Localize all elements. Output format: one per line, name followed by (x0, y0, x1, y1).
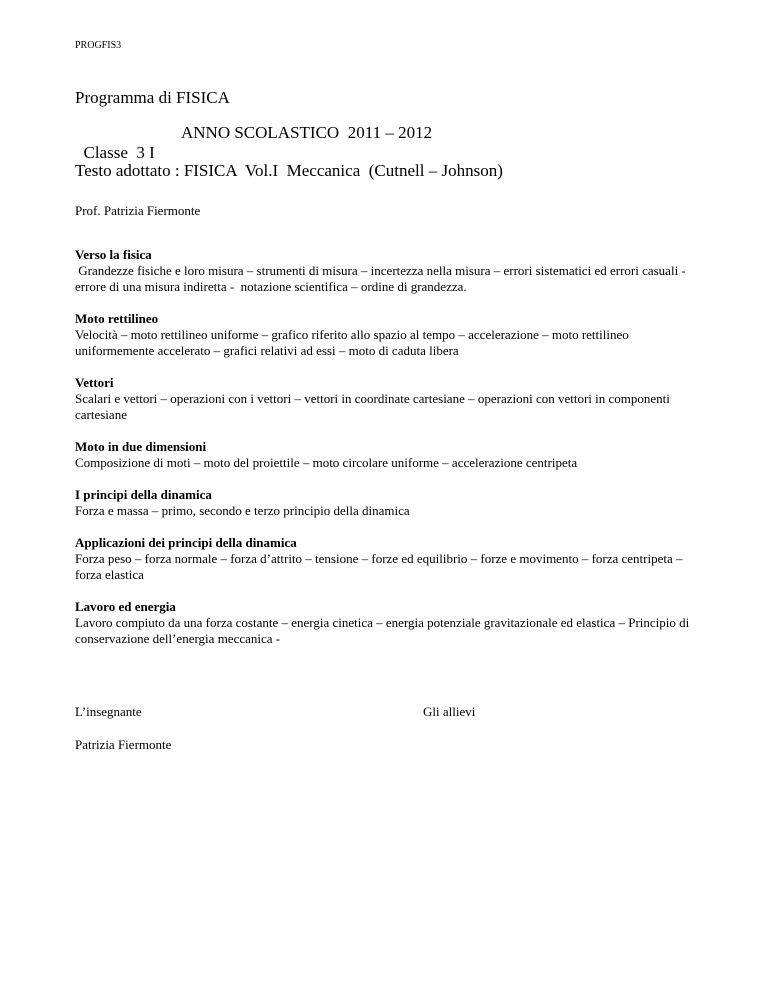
teacher-signature-label: L’insegnante (75, 704, 142, 719)
section-body: Forza peso – forza normale – forza d’attrito – tensione – forze ed equilibrio – forze e movimento – forza centripeta – forza elastica (75, 551, 686, 582)
document-title: Programma di FISICA (75, 88, 230, 107)
section-body: Composizione di moti – moto del proiettile – moto circolare uniforme – accelerazione centripeta (75, 455, 578, 470)
students-signature-label: Gli allievi (423, 704, 476, 719)
section-title: Vettori (75, 375, 114, 390)
section-body: Forza e massa – primo, secondo e terzo principio della dinamica (75, 503, 410, 518)
section-body: Scalari e vettori – operazioni con i vettori – vettori in coordinate cartesiane – operazioni con vettori in componenti cartesiane (75, 391, 674, 422)
section-vettori (75, 375, 705, 423)
section-verso-la-fisica (75, 247, 705, 295)
section-body: Lavoro compiuto da una forza costante – energia cinetica – energia potenziale gravitazionale ed elastica – Principio di conservazione dell’energia meccanica - (75, 615, 693, 646)
section-title: Verso la fisica (75, 247, 152, 262)
section-title: Moto in due dimensioni (75, 439, 207, 454)
textbook-line: Testo adottato : FISICA Vol.I Meccanica (Cutnell – Johnson) (75, 161, 503, 180)
section-body: Velocità – moto rettilineo uniforme – grafico riferito allo spazio al tempo – accelerazione – moto rettilineo uniformemente accelerato – grafici relativi ad essi – moto di caduta libera (75, 327, 632, 358)
section-title: Applicazioni dei principi della dinamica (75, 535, 297, 550)
section-title: Moto rettilineo (75, 311, 159, 326)
section-title: I principi della dinamica (75, 487, 212, 502)
program-sections (75, 247, 705, 663)
section-body: Grandezze fisiche e loro misura – strumenti di misura – incertezza nella misura – errori sistematici ed errori casuali - errore di una misura indiretta - notazione scientifica – ordine di grandezza. (75, 263, 693, 294)
section-title: Lavoro ed energia (75, 599, 176, 614)
document-code: PROGFIS3 (75, 40, 122, 51)
section-principi-dinamica (75, 487, 705, 519)
teacher-signature-name: Patrizia Fiermonte (75, 737, 172, 752)
class-label: Classe 3 I (83, 143, 155, 162)
section-applicazioni-dinamica (75, 535, 705, 583)
section-moto-rettilineo (75, 311, 705, 359)
teacher-line: Prof. Patrizia Fiermonte (75, 203, 201, 218)
school-year: ANNO SCOLASTICO 2011 – 2012 (181, 123, 433, 142)
section-moto-due-dimensioni (75, 439, 705, 471)
section-lavoro-energia (75, 599, 705, 647)
